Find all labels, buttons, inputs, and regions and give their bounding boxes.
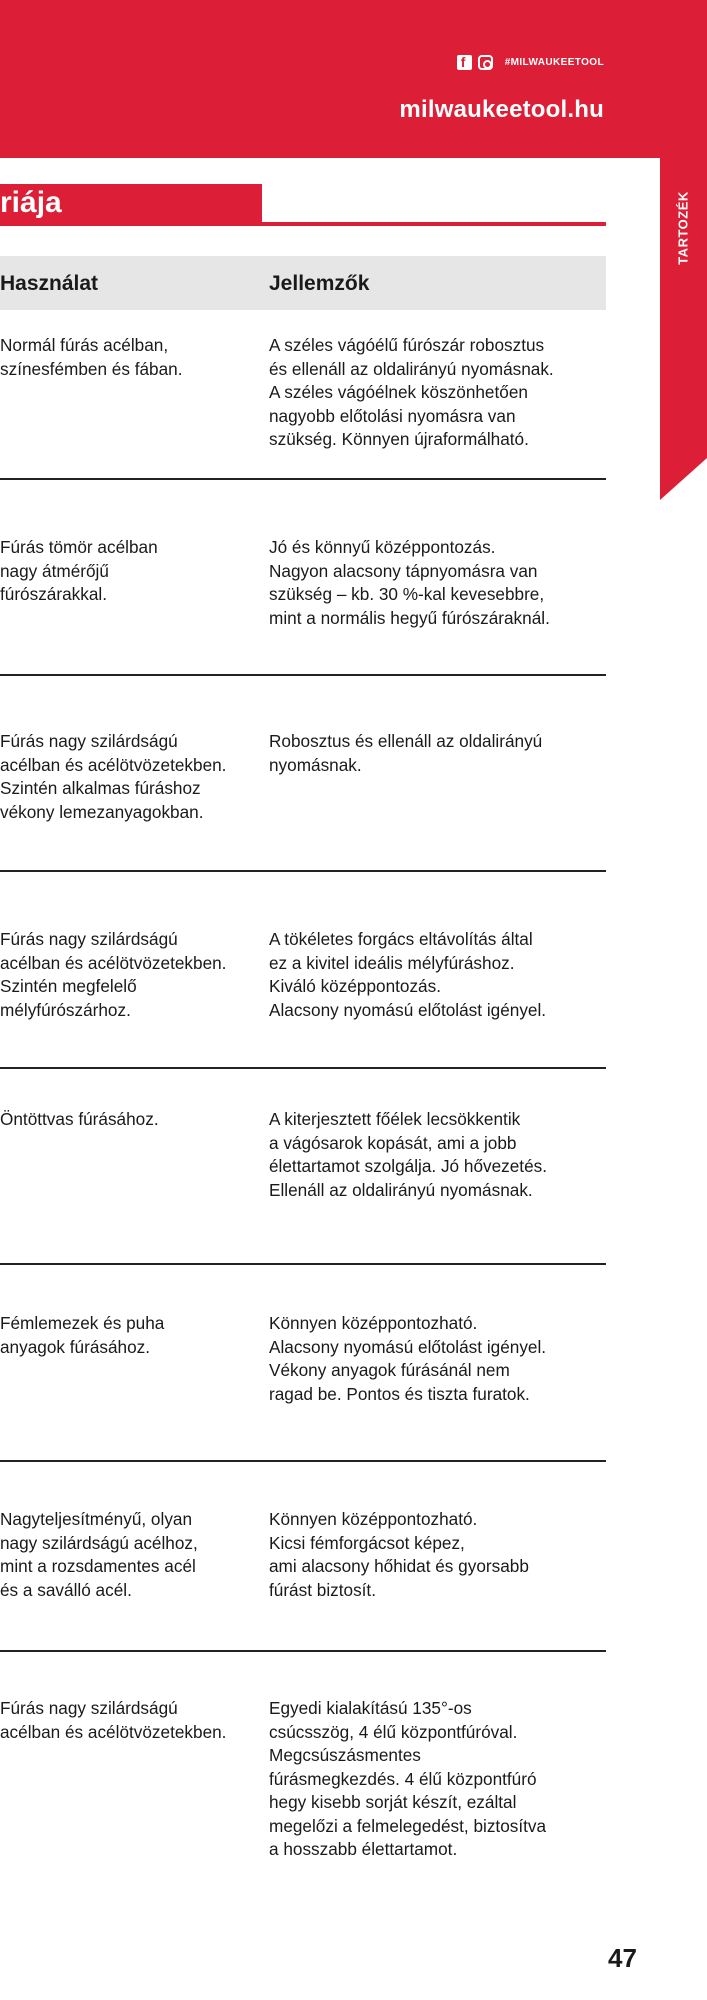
- table-cell-usage: Fúrás nagy szilárdságú acélban és acélötvözetekben. Szintén alkalmas fúráshoz vékony lemezanyagokban.: [0, 731, 227, 822]
- header-band: [0, 0, 707, 158]
- table-cell-features: Robosztus és ellenáll az oldalirányú nyomásnak.: [269, 731, 543, 775]
- table-cell-usage: Normál fúrás acélban, színesfémben és fában.: [0, 335, 183, 379]
- column-header-usage: Használat: [0, 272, 99, 295]
- row-divider: [0, 478, 606, 480]
- table-cell-usage: Öntöttvas fúrásához.: [0, 1109, 159, 1129]
- row-divider: [0, 1460, 606, 1462]
- table-cell-features: Könnyen középpontozható. Alacsony nyomású előtolást igényel. Vékony anyagok fúrásánál nem ragad be. Pontos és tiszta furatok.: [269, 1313, 547, 1404]
- table-cell-features: Jó és könnyű középpontozás. Nagyon alacsony tápnyomásra van szükség – kb. 30 %-kal kevesebbre, mint a normális hegyű fúrószáraknál.: [269, 537, 550, 628]
- facebook-icon[interactable]: [457, 55, 472, 70]
- site-url[interactable]: milwaukeetool.hu: [399, 96, 604, 123]
- hashtag-label: #MILWAUKEETOOL: [504, 57, 604, 68]
- row-divider: [0, 1067, 606, 1069]
- side-tab-label: TARTOZÉK: [675, 191, 691, 265]
- table-cell-usage: Nagyteljesítményű, olyan nagy szilárdságú acélhoz, mint a rozsdamentes acél és a saválló acél.: [0, 1509, 198, 1600]
- row-divider: [0, 674, 606, 676]
- instagram-icon[interactable]: [478, 55, 493, 70]
- title-rule: [0, 222, 606, 226]
- section-title: riája: [0, 186, 62, 219]
- row-divider: [0, 1650, 606, 1652]
- table-cell-features: A tökéletes forgács eltávolítás által ez a kivitel ideális mélyfúráshoz. Kiváló középpontozás. Alacsony nyomású előtolást igényel.: [269, 929, 547, 1020]
- column-header-features: Jellemzők: [269, 272, 370, 295]
- table-cell-usage: Fúrás nagy szilárdságú acélban és acélötvözetekben. Szintén megfelelő mélyfúrószárhoz.: [0, 929, 227, 1020]
- table-cell-usage: Fúrás nagy szilárdságú acélban és acélötvözetekben.: [0, 1698, 227, 1742]
- table-cell-features: A kiterjesztett főélek lecsökkentik a vágósarok kopását, ami a jobb élettartamot szolgálja. Jó hővezetés. Ellenáll az oldalirányú nyomásnak.: [269, 1109, 548, 1200]
- table-cell-features: A széles vágóélű fúrószár robosztus és ellenáll az oldalirányú nyomásnak. A széles vágóélnek köszönhetően nagyobb előtolási nyomásra van szükség. Könnyen újraformálható.: [269, 335, 554, 449]
- table-cell-features: Egyedi kialakítású 135°-os csúcsszög, 4 élű központfúróval. Megcsúszásmentes fúrásmegkezdés. 4 élű központfúró hegy kisebb sorját készít, ezáltal megelőzi a felmelegedést, biztosítva a hosszabb élettartamot.: [269, 1698, 547, 1859]
- table-cell-usage: Fúrás tömör acélban nagy átmérőjű fúrószárakkal.: [0, 537, 158, 604]
- page-number: 47: [608, 1943, 637, 1973]
- table-cell-features: Könnyen középpontozható. Kicsi fémforgácsot képez, ami alacsony hőhidat és gyorsabb fúrást biztosít.: [269, 1509, 529, 1600]
- social-bar: [457, 55, 604, 70]
- row-divider: [0, 1263, 606, 1265]
- row-divider: [0, 870, 606, 872]
- table-cell-usage: Fémlemezek és puha anyagok fúrásához.: [0, 1313, 165, 1357]
